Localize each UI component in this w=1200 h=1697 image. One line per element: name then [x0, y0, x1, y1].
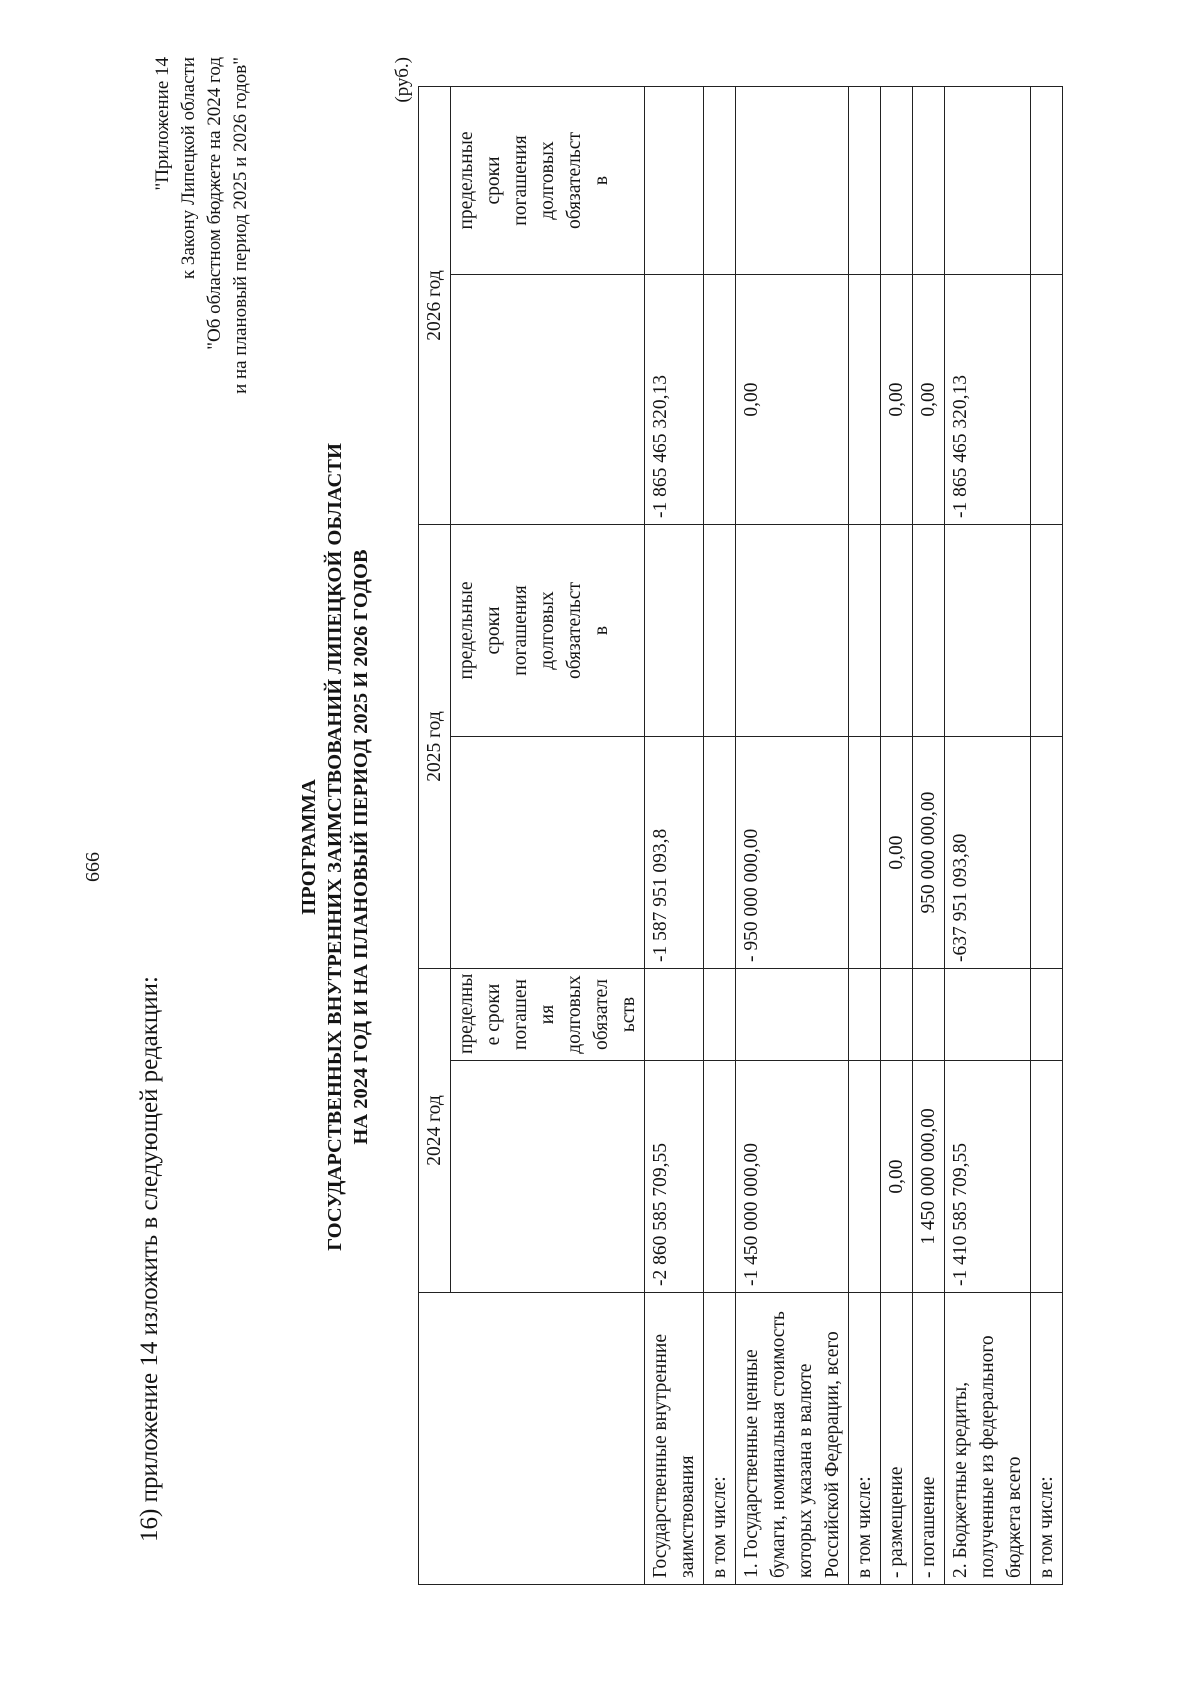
term-2025: [645, 525, 704, 737]
value-2025: -1 587 951 093,8: [645, 737, 704, 969]
value-2025: 0,00: [881, 737, 913, 969]
appendix-line: к Закону Липецкой области: [178, 57, 199, 280]
amount-header-2026: [451, 275, 645, 525]
value-2024: -2 860 585 709,55: [645, 1061, 704, 1293]
term-2025: [913, 525, 945, 737]
term-2025: [704, 525, 736, 737]
table-row: [704, 87, 736, 1585]
term-2026: [1031, 87, 1063, 275]
term-2026: [645, 87, 704, 275]
amount-header-2024: [451, 1061, 645, 1293]
row-label: 2. Бюджетные кредиты, полученные из федерального бюджета всего: [945, 1293, 1031, 1585]
borrowing-program-table: [418, 86, 1063, 1585]
value-2026: 0,00: [913, 275, 945, 525]
table-row: [913, 87, 945, 1585]
term-2025: [1031, 525, 1063, 737]
table-row: [736, 87, 849, 1585]
value-2024: 1 450 000 000,00: [913, 1061, 945, 1293]
row-label: в том числе:: [1031, 1293, 1063, 1585]
value-2024: -1 450 000 000,00: [736, 1061, 849, 1293]
term-2024: [736, 969, 849, 1061]
table-row: [1031, 87, 1063, 1585]
table-row: [945, 87, 1031, 1585]
units-label: (руб.): [392, 57, 413, 103]
term-header-2026: предельные сроки погашения долговых обязательст в: [451, 87, 645, 275]
row-label: 1. Государственные ценные бумаги, номинальная стоимость которых указана в валюте Российской Федерации, всего: [736, 1293, 849, 1585]
year-header-2025: 2025 год: [419, 525, 451, 969]
value-2025: 950 000 000,00: [913, 737, 945, 969]
term-2025: [881, 525, 913, 737]
table-row: [881, 87, 913, 1585]
row-label: - размещение: [881, 1293, 913, 1585]
title-line: ГОСУДАРСТВЕННЫХ ВНУТРЕННИХ ЗАИМСТВОВАНИЙ ЛИПЕЦКОЙ ОБЛАСТИ: [324, 443, 346, 1251]
value-2026: 0,00: [881, 275, 913, 525]
row-label: в том числе:: [704, 1293, 736, 1585]
term-2024: [704, 969, 736, 1061]
value-2024: [1031, 1061, 1063, 1293]
intro-text: 16) приложение 14 изложить в следующей редакции:: [136, 976, 163, 1542]
document-title: [296, 297, 374, 1397]
value-2025: [704, 737, 736, 969]
value-2026: -1 865 465 320,13: [645, 275, 704, 525]
row-label: - погашение: [913, 1293, 945, 1585]
amount-header-2025: [451, 737, 645, 969]
value-2026: [704, 275, 736, 525]
appendix-line: и на плановый период 2025 и 2026 годов": [230, 57, 251, 394]
term-2026: [945, 87, 1031, 275]
term-2024: [881, 969, 913, 1061]
value-2025: [849, 737, 881, 969]
value-2024: [849, 1061, 881, 1293]
term-2024: [849, 969, 881, 1061]
table-row: [849, 87, 881, 1585]
year-header-2026: 2026 год: [419, 87, 451, 525]
term-2026: [704, 87, 736, 275]
value-2025: -637 951 093,80: [945, 737, 1031, 969]
value-2024: 0,00: [881, 1061, 913, 1293]
term-2024: [913, 969, 945, 1061]
title-line: ПРОГРАММА: [298, 779, 320, 915]
term-header-2024: пределны е сроки погашен ия долговых обязател ьств: [451, 969, 645, 1061]
term-2026: [736, 87, 849, 275]
value-2025: - 950 000 000,00: [736, 737, 849, 969]
header-blank-cell: [419, 1293, 645, 1585]
appendix-line: "Приложение 14: [152, 57, 173, 191]
row-label: Государственные внутренние заимствования: [645, 1293, 704, 1585]
term-2026: [913, 87, 945, 275]
page-number: 666: [82, 852, 104, 882]
term-2026: [881, 87, 913, 275]
term-2024: [945, 969, 1031, 1061]
appendix-line: "Об областном бюджете на 2024 год: [204, 57, 225, 350]
value-2025: [1031, 737, 1063, 969]
row-label: в том числе:: [849, 1293, 881, 1585]
term-2025: [736, 525, 849, 737]
term-2025: [945, 525, 1031, 737]
value-2024: [704, 1061, 736, 1293]
term-header-2025: предельные сроки погашения долговых обязательст в: [451, 525, 645, 737]
term-2025: [849, 525, 881, 737]
title-line: НА 2024 ГОД И НА ПЛАНОВЫЙ ПЕРИОД 2025 И 2026 ГОДОВ: [350, 549, 372, 1145]
table-row: [645, 87, 704, 1585]
term-2026: [849, 87, 881, 275]
value-2026: 0,00: [736, 275, 849, 525]
year-header-row: [419, 87, 451, 1585]
value-2026: [849, 275, 881, 525]
value-2024: -1 410 585 709,55: [945, 1061, 1031, 1293]
value-2026: [1031, 275, 1063, 525]
term-2024: [645, 969, 704, 1061]
year-header-2024: 2024 год: [419, 969, 451, 1293]
value-2026: -1 865 465 320,13: [945, 275, 1031, 525]
term-2024: [1031, 969, 1063, 1061]
appendix-reference: [150, 57, 254, 577]
